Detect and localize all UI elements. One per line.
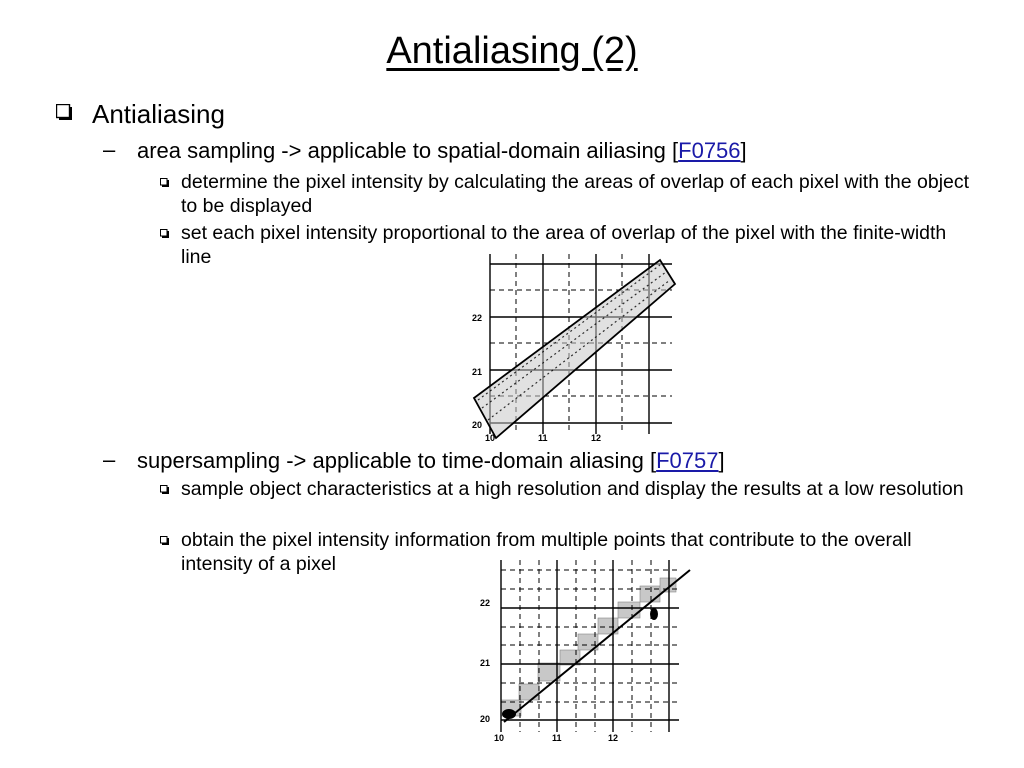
dash-bullet: – (103, 137, 116, 162)
x-label-11: 11 (538, 433, 548, 443)
bullet-high-resolution: sample object characteristics at a high resolution and display the results at a low resolution (181, 478, 964, 500)
square-bullet-icon (160, 485, 169, 494)
square-bullet-icon (160, 229, 169, 238)
section-text: area sampling -> applicable to spatial-domain ailiasing [ (137, 138, 679, 163)
checkbox-bullet-icon (56, 104, 73, 121)
x-label-12: 12 (591, 433, 602, 443)
link-f0756[interactable]: F0756 (678, 138, 741, 163)
square-bullet-icon (160, 178, 169, 187)
area-sampling-figure (460, 248, 690, 448)
sample-blob (650, 608, 658, 620)
section-text: supersampling -> applicable to time-domain aliasing [ (137, 448, 657, 473)
section-supersampling (137, 448, 725, 474)
supersample-shaded-cells (501, 578, 676, 716)
section-close: ] (740, 138, 747, 163)
y-label-22: 22 (480, 598, 491, 608)
y-label-22: 22 (472, 313, 483, 323)
heading-antialiasing: Antialiasing (92, 99, 225, 129)
x-label-10: 10 (494, 733, 505, 743)
line-overlap-shading (474, 260, 675, 438)
bullet-proportional-intensity: set each pixel intensity proportional to the area of overlap of the pixel with the finite-width line (181, 222, 947, 268)
y-label-20: 20 (472, 420, 483, 430)
x-label-10: 10 (485, 433, 496, 443)
endpoint-blob (502, 709, 516, 719)
square-bullet-icon (160, 536, 169, 545)
y-label-21: 21 (480, 658, 491, 668)
link-f0757[interactable]: F0757 (656, 448, 719, 473)
x-label-11: 11 (552, 733, 562, 743)
slide-title: Antialiasing (2) (386, 30, 638, 72)
bullet-overlap-areas: determine the pixel intensity by calculating the areas of overlap of each pixel with the object to be displayed (181, 171, 970, 217)
dash-bullet: – (103, 447, 116, 472)
section-area-sampling (137, 138, 747, 164)
x-label-12: 12 (608, 733, 619, 743)
y-label-21: 21 (472, 367, 483, 377)
sampled-line (504, 570, 690, 722)
y-label-20: 20 (480, 714, 491, 724)
section-close: ] (718, 448, 725, 473)
bullet-multiple-points: obtain the pixel intensity information from multiple points that contribute to the overall intensity of a pixel (181, 529, 912, 575)
supersampling-figure (474, 556, 704, 746)
